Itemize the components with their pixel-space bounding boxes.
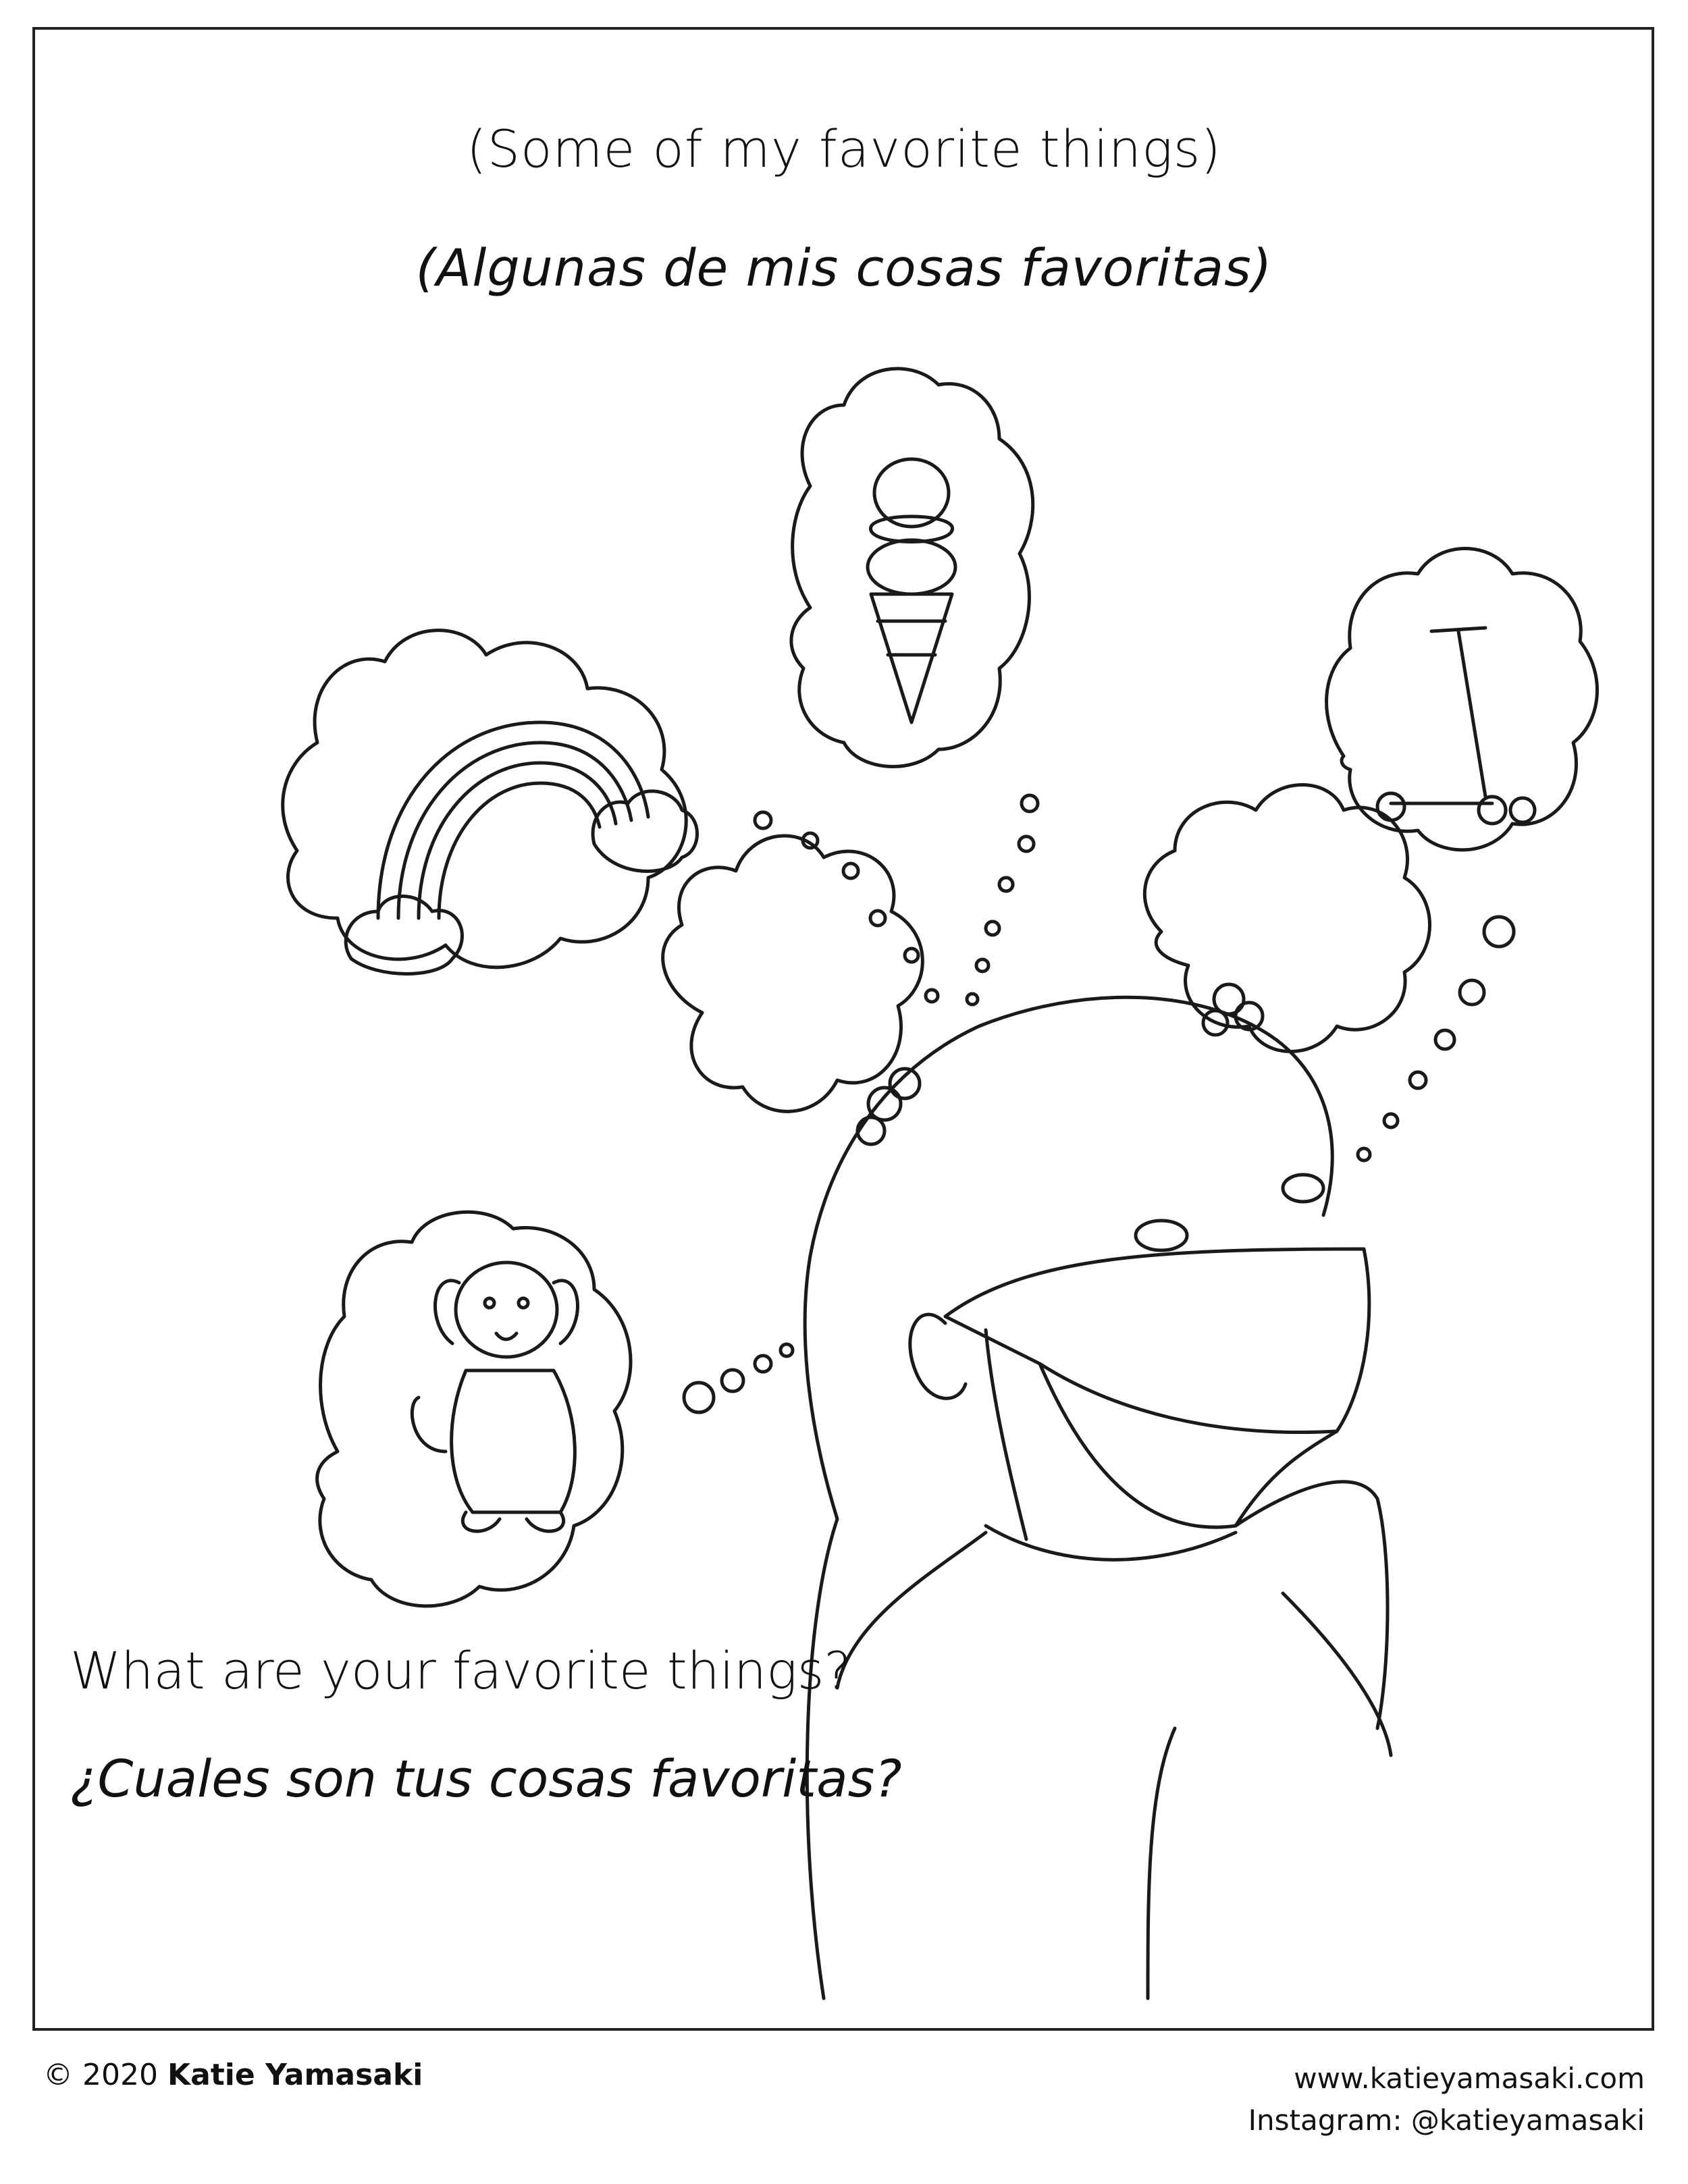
rainbow-bubble: [283, 631, 697, 974]
ice-cream-icon: [868, 459, 955, 722]
hair-puffs: [663, 785, 1430, 1145]
website-link[interactable]: www.katieyamasaki.com: [1294, 2062, 1645, 2095]
prompt-spanish: ¿Cuales son tus cosas favoritas?: [70, 1749, 902, 1809]
prompt-english: What are your favorite things?: [70, 1641, 851, 1701]
contact-info: [1248, 2058, 1645, 2141]
author-name: Katie Yamasaki: [167, 2058, 423, 2092]
copyright-line: [43, 2058, 423, 2092]
instagram-handle[interactable]: Instagram: @katieyamasaki: [1248, 2104, 1645, 2137]
child-figure: [805, 997, 1391, 1998]
thought-dots: [684, 795, 1514, 1412]
rainbow-icon: [346, 722, 697, 974]
puppy-icon: [412, 1262, 577, 1531]
scooter-icon: [1377, 628, 1535, 824]
heading-spanish: (Algunas de mis cosas favoritas): [415, 238, 1273, 298]
scooter-bubble: [1327, 549, 1598, 850]
puppy-bubble: [317, 1212, 631, 1606]
ice-cream-bubble: [791, 369, 1033, 766]
copyright-year: © 2020: [43, 2058, 158, 2092]
heading-english: (Some of my favorite things): [467, 119, 1221, 179]
